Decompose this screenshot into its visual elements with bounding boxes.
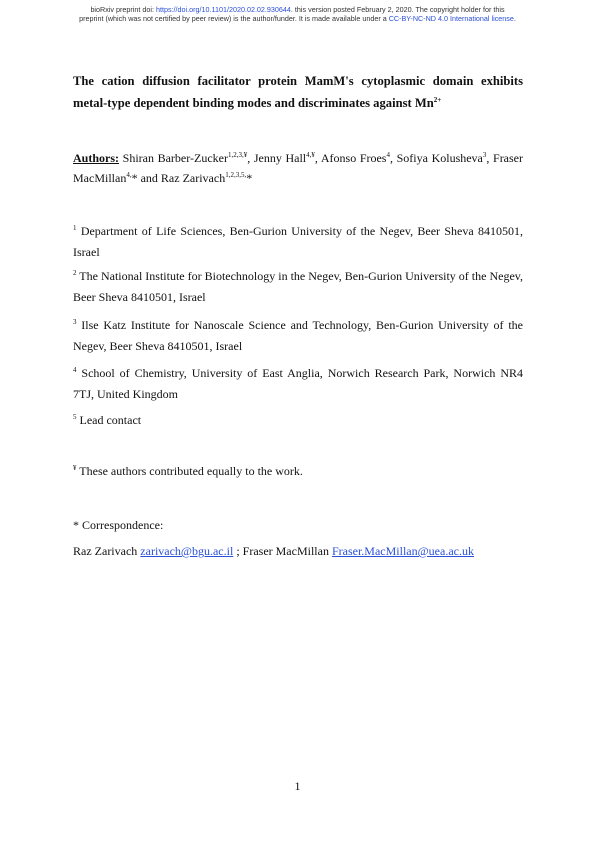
preprint-header: [0, 5, 595, 23]
affiliation-1: $^1$ Department of Life Sciences, Ben-Gurion University of the Negev, Beer Sheva 8410501, Israel: [73, 224, 523, 259]
title-superscript: 2+: [433, 95, 442, 104]
author-list: Authors: Shiran Barber-Zucker$^{1,2,3,¥}$, Jenny Hall$^{4,¥}$, Afonso Froes$^4$, Sofiya Kolusheva$^3$, Fraser MacMillan$^{4,}$* and Raz Zarivach$^{1,2,3,5,}$*: [73, 151, 524, 185]
author-name: Raz Zarivach: [160, 171, 226, 185]
affiliation-2: $^2$ The National Institute for Biotechnology in the Negev, Ben-Gurion University of the Negev, Beer Sheva 8410501, Israel: [73, 269, 523, 304]
correspondence-heading: * Correspondence:: [73, 518, 164, 532]
header-line-1: bioRxiv preprint doi: https://doi.org/10.1101/2020.02.02.930644. this version posted February 2, 2020. The copyright holder for this: [90, 5, 505, 14]
page-number: 1: [294, 779, 301, 793]
affiliation-5: $^5$ Lead contact: [73, 413, 142, 427]
equal-contribution-note: ¥ These authors contributed equally to the work.: [73, 464, 303, 478]
author-name: Fraser MacMillan: [73, 151, 524, 185]
license-link[interactable]: CC-BY-NC-ND 4.0 International license: [388, 14, 514, 23]
authors-label: Authors:: [73, 151, 120, 165]
paper-title: The cation diffusion facilitator protein MamM's cytoplasmic domain exhibits metal-type dependent binding modes and discriminates against $Mn^{2+}$: [73, 74, 523, 110]
email-link-zarivach[interactable]: zarivach@bgu.ac.il: [140, 544, 234, 558]
author-name: Sofiya Kolusheva: [396, 151, 483, 165]
affiliation-4: $^4$ School of Chemistry, University of East Anglia, Norwich Research Park, Norwich NR4 7TJ, United Kingdom: [73, 366, 523, 401]
header-line-2: preprint (which was not certified by peer review) is the author/funder. It is made available under a CC-BY-NC-ND 4.0 International license.: [79, 14, 516, 23]
author-name: Afonso Froes: [320, 151, 387, 165]
author-name: Shiran Barber-Zucker: [122, 151, 228, 165]
author-name: Jenny Hall: [253, 151, 307, 165]
affiliation-3: $^3$ Ilse Katz Institute for Nanoscale Science and Technology, Ben-Gurion University of the Negev, Beer Sheva 8410501, Israel: [73, 318, 523, 353]
doi-link[interactable]: https://doi.org/10.1101/2020.02.02.930644: [155, 5, 291, 14]
correspondence-line: Raz Zarivach zarivach@bgu.ac.il ; Fraser MacMillan Fraser.MacMillan@uea.ac.uk: [73, 544, 474, 558]
email-link-macmillan[interactable]: Fraser.MacMillan@uea.ac.uk: [331, 544, 474, 558]
